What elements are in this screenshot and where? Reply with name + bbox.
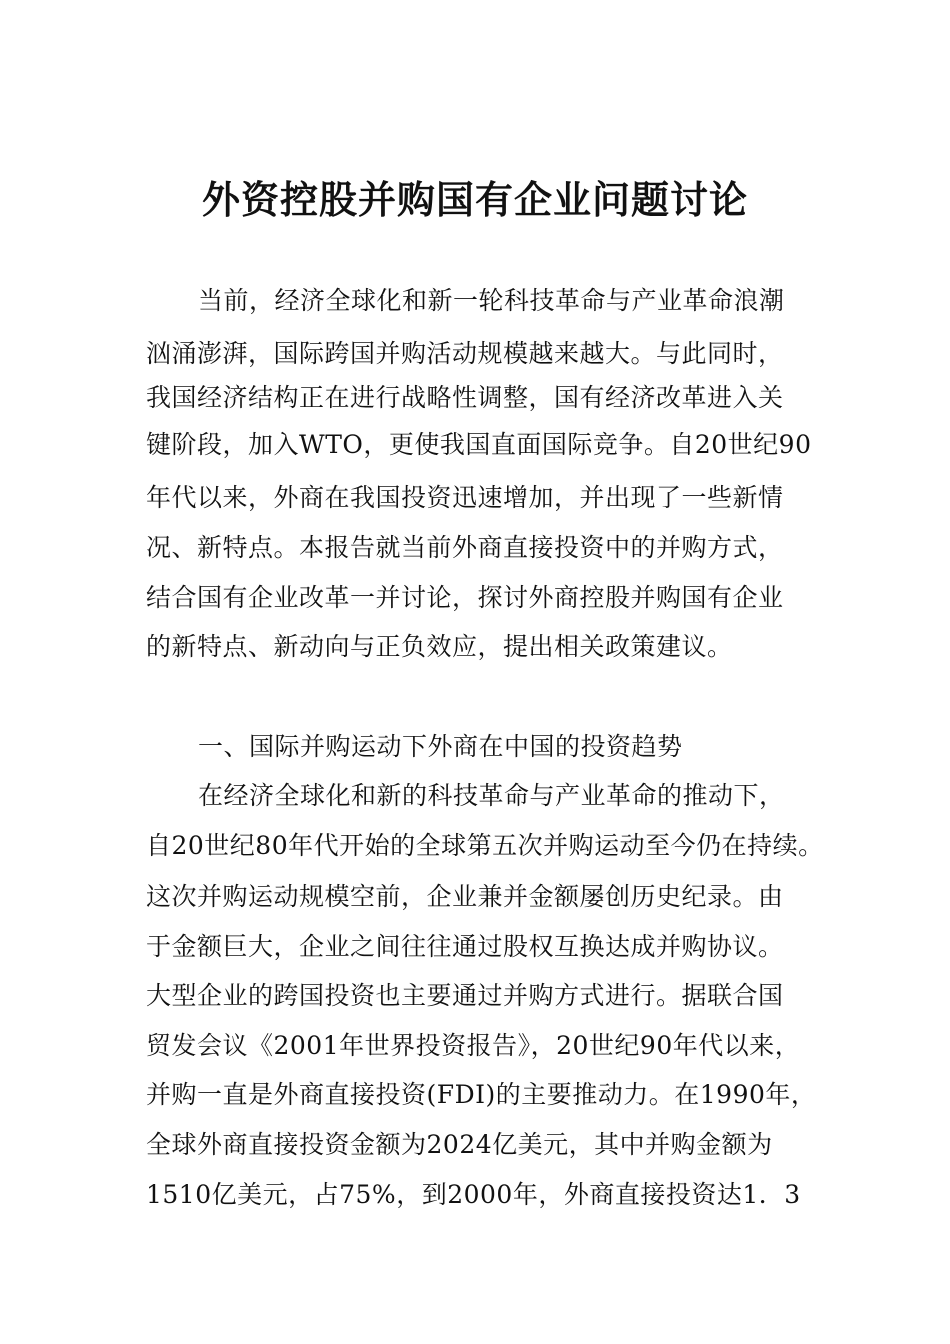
- section-heading: 一、国际并购运动下外商在中国的投资趋势: [198, 732, 683, 761]
- paragraph-line: 1510亿美元，占75%，到2000年，外商直接投资达1．3: [146, 1180, 801, 1209]
- paragraph-line: 贸发会议《2001年世界投资报告》，20世纪90年代以来，: [146, 1031, 801, 1060]
- paragraph-line: 键阶段，加入WTO，更使我国直面国际竞争。自20世纪90: [146, 430, 812, 459]
- paragraph-line: 并购一直是外商直接投资(FDI)的主要推动力。在1990年，: [146, 1080, 817, 1109]
- paragraph-line: 这次并购运动规模空前，企业兼并金额屡创历史纪录。由: [146, 882, 784, 911]
- paragraph-line: 当前，经济全球化和新一轮科技革命与产业革命浪潮: [198, 286, 785, 315]
- paragraph-line: 于金额巨大，企业之间往往通过股权互换达成并购协议。: [146, 932, 784, 961]
- paragraph-line: 全球外商直接投资金额为2024亿美元，其中并购金额为: [146, 1130, 773, 1159]
- paragraph-line: 汹涌澎湃，国际跨国并购活动规模越来越大。与此同时，: [146, 339, 784, 368]
- paragraph-line: 在经济全球化和新的科技革命与产业革命的推动下，: [198, 781, 785, 810]
- paragraph-line: 况、新特点。本报告就当前外商直接投资中的并购方式，: [146, 533, 784, 562]
- paragraph-line: 自20世纪80年代开始的全球第五次并购运动至今仍在持续。: [146, 831, 824, 860]
- paragraph-line: 我国经济结构正在进行战略性调整，国有经济改革进入关: [146, 383, 784, 412]
- paragraph-line: 大型企业的跨国投资也主要通过并购方式进行。据联合国: [146, 981, 784, 1010]
- paragraph-line: 的新特点、新动向与正负效应，提出相关政策建议。: [146, 632, 733, 661]
- paragraph-line: 结合国有企业改革一并讨论，探讨外商控股并购国有企业: [146, 583, 784, 612]
- document-title: 外资控股并购国有企业问题讨论: [201, 177, 748, 222]
- paragraph-line: 年代以来，外商在我国投资迅速增加，并出现了一些新情: [146, 483, 784, 512]
